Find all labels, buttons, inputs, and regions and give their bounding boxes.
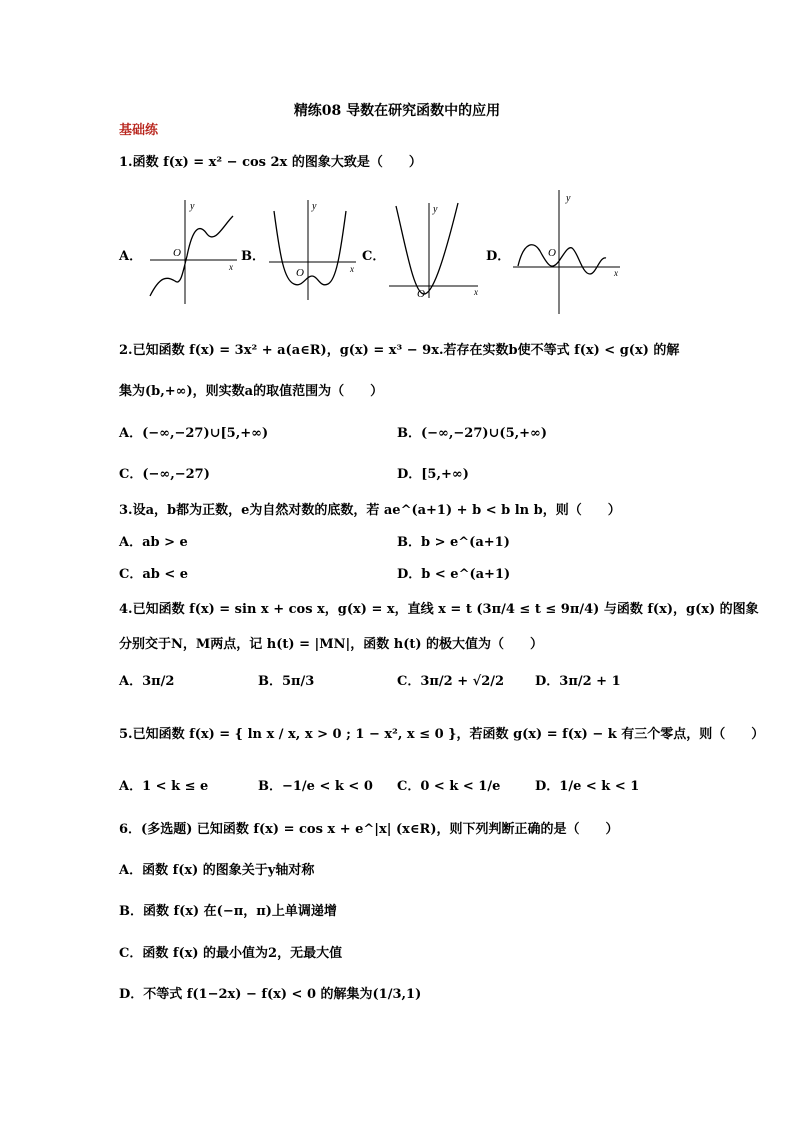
q1d-origin-label: O: [548, 247, 556, 259]
q1-option-a-label: A．: [119, 249, 143, 264]
q1-graph-c: [386, 198, 486, 303]
q1c-y-label: y: [433, 204, 438, 215]
question-6-stem: 6．(多选题) 已知函数 f(x) = cos x + e^|x| (x∈R)，则下列判断正确的是（ ）: [119, 822, 619, 837]
q1d-x-label: x: [614, 268, 618, 278]
q6-option-d: D．不等式 f(1−2x) − f(x) < 0 的解集为(1/3,1): [119, 987, 422, 1002]
q1c-x-label: x: [474, 287, 478, 297]
q5-option-c: C．0 < k < 1/e: [397, 779, 501, 794]
section-heading: 基础练: [119, 123, 159, 138]
q6-option-b: B．函数 f(x) 在(−π，π)上单调递增: [119, 904, 337, 919]
q1-option-d-label: D．: [486, 249, 511, 264]
q2-option-a: A．(−∞,−27)∪[5,+∞): [119, 426, 269, 441]
q1a-y-label: y: [190, 201, 195, 212]
q3-option-d: D．b < e^(a+1): [397, 567, 511, 582]
q1a-origin-label: O: [173, 247, 181, 259]
question-3-stem: 3.设a，b都为正数，e为自然对数的底数，若 ae^(a+1) + b < b ln b，则（ ）: [119, 503, 621, 518]
q6-option-a: A．函数 f(x) 的图象关于y轴对称: [119, 863, 315, 878]
q1b-origin-label: O: [296, 267, 304, 279]
q1b-x-label: x: [350, 264, 354, 274]
q3-option-a: A．ab > e: [119, 535, 188, 550]
question-2-stem-line1: 2.已知函数 f(x) = 3x² + a(a∈R)，g(x) = x³ − 9x.若存在实数b使不等式 f(x) < g(x) 的解: [119, 343, 680, 358]
q2-option-b: B．(−∞,−27)∪(5,+∞): [397, 426, 548, 441]
q4-option-c: C．3π/2 + √2/2: [397, 674, 505, 689]
question-5-stem: 5.已知函数 f(x) = { ln x / x, x > 0 ; 1 − x², x ≤ 0 }，若函数 g(x) = f(x) − k 有三个零点，则（ ）: [119, 727, 765, 742]
q2-option-d: D．[5,+∞): [397, 467, 469, 482]
question-4-stem-line1: 4.已知函数 f(x) = sin x + cos x，g(x) = x，直线 x = t (3π/4 ≤ t ≤ 9π/4) 与函数 f(x)，g(x) 的图象: [119, 602, 759, 617]
q5-option-b: B．−1/e < k < 0: [258, 779, 373, 794]
q1-graph-d: [510, 186, 625, 318]
q4-option-b: B．5π/3: [258, 674, 315, 689]
q1-graph-a: [145, 196, 240, 306]
q5-option-a: A．1 < k ≤ e: [119, 779, 209, 794]
q1d-y-label: y: [566, 193, 571, 204]
page-title: 精练08 导数在研究函数中的应用: [293, 103, 501, 119]
question-2-stem-line2: 集为(b,+∞)，则实数a的取值范围为（ ）: [119, 384, 384, 399]
q6-option-c: C．函数 f(x) 的最小值为2，无最大值: [119, 946, 343, 961]
q1-graph-b: [266, 196, 361, 306]
q4-option-a: A．3π/2: [119, 674, 175, 689]
q3-option-c: C．ab < e: [119, 567, 189, 582]
q1-option-b-label: B．: [241, 249, 265, 264]
q3-option-b: B．b > e^(a+1): [397, 535, 510, 550]
q2-option-c: C．(−∞,−27): [119, 467, 210, 482]
q1b-y-label: y: [312, 201, 317, 212]
question-1-stem: 1.函数 f(x) = x² − cos 2x 的图象大致是（ ）: [119, 155, 422, 170]
q1a-x-label: x: [229, 262, 233, 272]
question-4-stem-line2: 分别交于N，M两点，记 h(t) = |MN|，函数 h(t) 的极大值为（ ）: [119, 637, 544, 652]
q1c-origin-label: O: [417, 288, 425, 300]
q4-option-d: D．3π/2 + 1: [535, 674, 621, 689]
q1-option-c-label: C．: [362, 249, 386, 264]
q5-option-d: D．1/e < k < 1: [535, 779, 640, 794]
